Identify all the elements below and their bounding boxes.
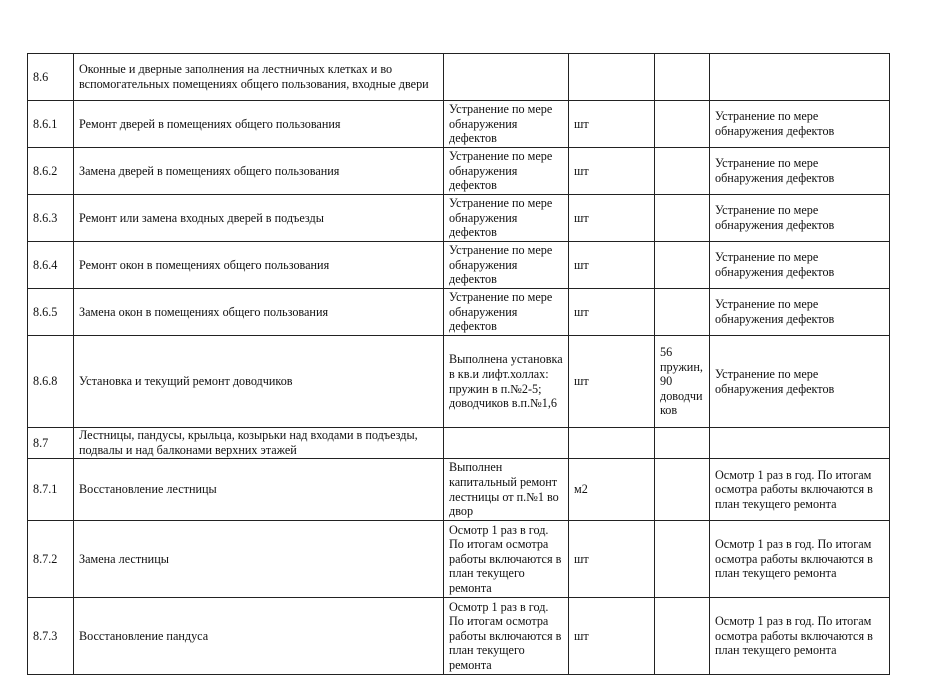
row-qty: [655, 148, 710, 195]
row-qty: [655, 54, 710, 101]
row-number: 8.6: [28, 54, 74, 101]
row-qty: [655, 598, 710, 675]
row-period: Устранение по мере обнаружения дефектов: [710, 195, 890, 242]
row-name: Установка и текущий ремонт доводчиков: [74, 336, 444, 428]
row-period: [710, 428, 890, 459]
row-name: Ремонт дверей в помещениях общего пользования: [74, 101, 444, 148]
table-row: [28, 54, 890, 101]
row-period: Осмотр 1 раз в год. По итогам осмотра работы включаются в план текущего ремонта: [710, 521, 890, 598]
row-unit: шт: [569, 195, 655, 242]
row-qty: [655, 459, 710, 521]
row-work: Выполнен капитальный ремонт лестницы от п.№1 во двор: [444, 459, 569, 521]
row-name: Замена лестницы: [74, 521, 444, 598]
row-work: Устранение по мере обнаружения дефектов: [444, 101, 569, 148]
row-work: Выполнена установка в кв.и лифт.холлах: пружин в п.№2-5; доводчиков в.п.№1,6: [444, 336, 569, 428]
row-unit: шт: [569, 598, 655, 675]
row-work: [444, 54, 569, 101]
table-row: [28, 336, 890, 428]
row-period: Осмотр 1 раз в год. По итогам осмотра работы включаются в план текущего ремонта: [710, 598, 890, 675]
row-name: Замена окон в помещениях общего пользования: [74, 289, 444, 336]
row-unit: шт: [569, 242, 655, 289]
row-unit: шт: [569, 521, 655, 598]
row-name: Восстановление пандуса: [74, 598, 444, 675]
row-period: Устранение по мере обнаружения дефектов: [710, 101, 890, 148]
table-row: [28, 521, 890, 598]
row-number: 8.7.3: [28, 598, 74, 675]
maintenance-table: [27, 53, 890, 675]
row-unit: шт: [569, 148, 655, 195]
row-work: [444, 428, 569, 459]
table-row: [28, 195, 890, 242]
row-period: [710, 54, 890, 101]
row-unit: [569, 54, 655, 101]
row-unit: шт: [569, 336, 655, 428]
table-row: [28, 242, 890, 289]
table-row: [28, 598, 890, 675]
row-work: Осмотр 1 раз в год. По итогам осмотра работы включаются в план текущего ремонта: [444, 598, 569, 675]
row-name: Ремонт или замена входных дверей в подъезды: [74, 195, 444, 242]
row-number: 8.7: [28, 428, 74, 459]
row-period: Устранение по мере обнаружения дефектов: [710, 289, 890, 336]
row-qty: [655, 242, 710, 289]
row-qty: [655, 195, 710, 242]
row-qty: [655, 101, 710, 148]
row-number: 8.6.4: [28, 242, 74, 289]
row-number: 8.6.1: [28, 101, 74, 148]
row-number: 8.6.3: [28, 195, 74, 242]
row-work: Устранение по мере обнаружения дефектов: [444, 195, 569, 242]
row-qty: [655, 428, 710, 459]
row-name: Лестницы, пандусы, крыльца, козырьки над входами в подъезды, подвалы и над балконами верхних этажей: [74, 428, 444, 459]
row-name: Оконные и дверные заполнения на лестничных клетках и во вспомогательных помещениях общего пользования, входные двери: [74, 54, 444, 101]
row-number: 8.7.1: [28, 459, 74, 521]
row-work: Устранение по мере обнаружения дефектов: [444, 289, 569, 336]
row-unit: м2: [569, 459, 655, 521]
row-unit: шт: [569, 289, 655, 336]
row-period: Устранение по мере обнаружения дефектов: [710, 148, 890, 195]
row-period: Осмотр 1 раз в год. По итогам осмотра работы включаются в план текущего ремонта: [710, 459, 890, 521]
row-name: Замена дверей в помещениях общего пользования: [74, 148, 444, 195]
row-period: Устранение по мере обнаружения дефектов: [710, 336, 890, 428]
row-number: 8.7.2: [28, 521, 74, 598]
table-row: [28, 428, 890, 459]
table-row: [28, 101, 890, 148]
row-number: 8.6.8: [28, 336, 74, 428]
row-name: Восстановление лестницы: [74, 459, 444, 521]
table-row: [28, 148, 890, 195]
row-work: Осмотр 1 раз в год. По итогам осмотра работы включаются в план текущего ремонта: [444, 521, 569, 598]
table-row: [28, 459, 890, 521]
row-name: Ремонт окон в помещениях общего пользования: [74, 242, 444, 289]
row-period: Устранение по мере обнаружения дефектов: [710, 242, 890, 289]
row-work: Устранение по мере обнаружения дефектов: [444, 242, 569, 289]
row-unit: [569, 428, 655, 459]
row-number: 8.6.2: [28, 148, 74, 195]
row-number: 8.6.5: [28, 289, 74, 336]
table-row: [28, 289, 890, 336]
row-qty: [655, 521, 710, 598]
row-work: Устранение по мере обнаружения дефектов: [444, 148, 569, 195]
row-unit: шт: [569, 101, 655, 148]
row-qty: 56 пружин, 90 доводчиков: [655, 336, 710, 428]
row-qty: [655, 289, 710, 336]
